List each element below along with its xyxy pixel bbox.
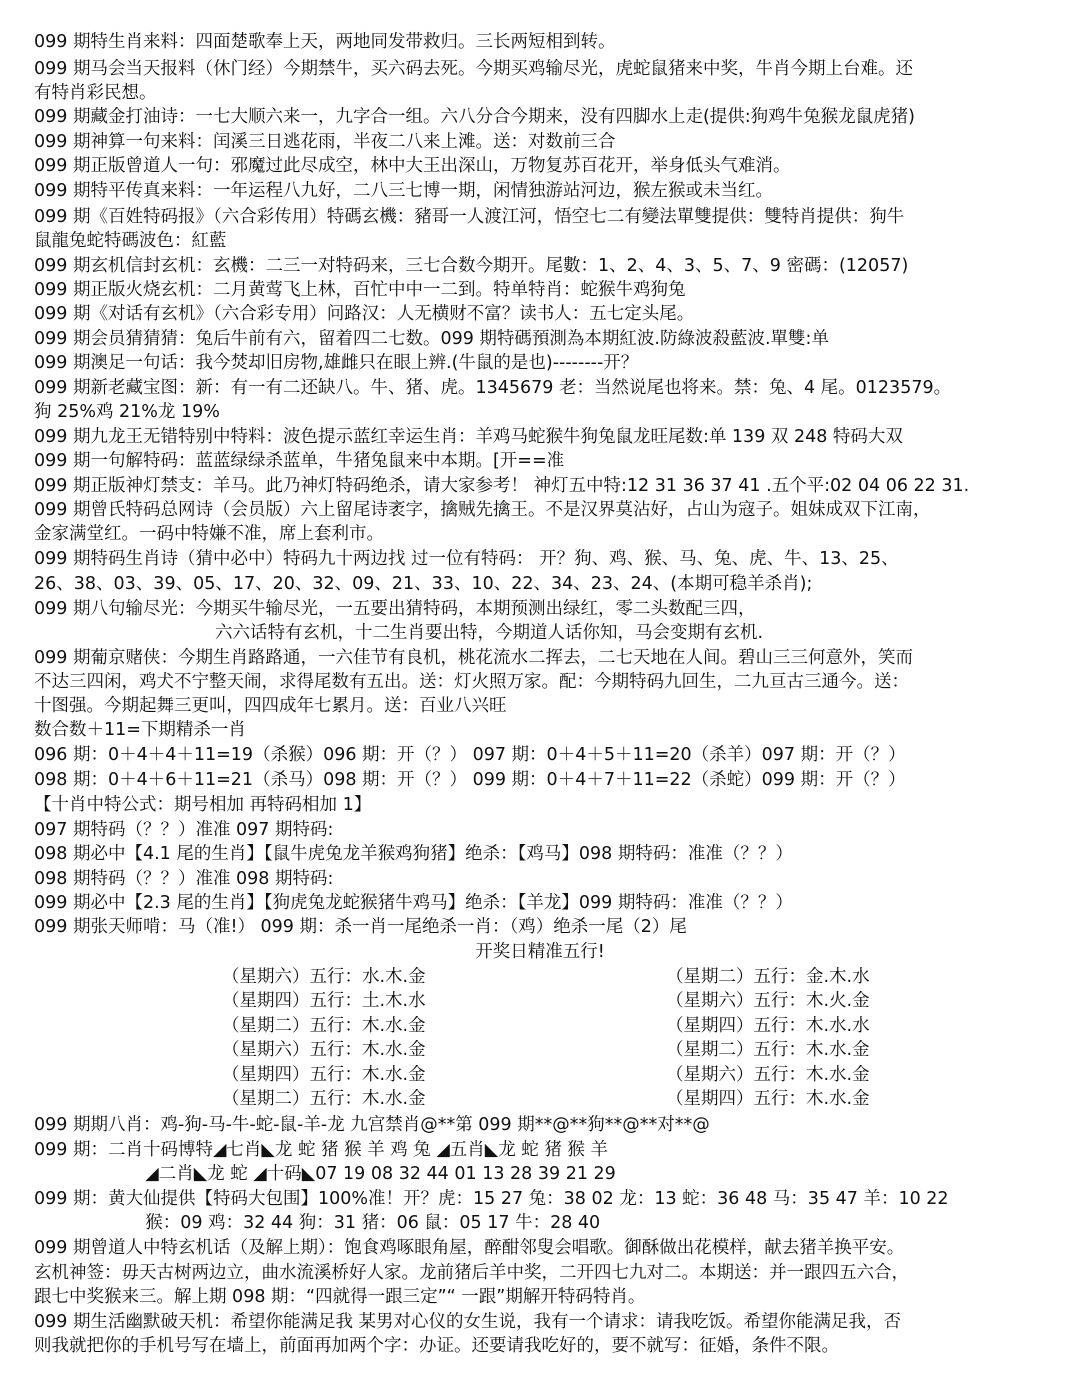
text-line: 鼠龍兔蛇特碼波色：紅藍 [34,231,227,251]
wuxing-entry: （星期二）五行：木.水.金 [222,1016,426,1036]
text-line: 099 期必中【2.3 尾的生肖】【狗虎兔龙蛇猴猪牛鸡马】绝杀：【羊龙】099 期特码：准准（？？） [34,893,793,913]
text-line: 099 期生活幽默破天机：希望你能满足我 某男对心仪的女生说，我有一个请求：请我吃饭。希望你能满足我，否 [34,1312,902,1332]
text-line: 099 期藏金打油诗：一七大顺六来一，九字合一组。六八分合今期来，没有四脚水上走(提供:狗鸡牛兔猴龙鼠虎猪) [34,107,916,127]
text-line: 099 期澳足一句话：我今焚却旧房物,雄雌只在眼上辨.(牛鼠的是也)--------开？ [34,353,639,373]
text-line: 099 期正版神灯禁支：羊马。此乃神灯特码绝杀，请大家参考！ 神灯五中特:12 31 36 37 41 .五个平:02 04 06 22 31. [34,476,970,496]
text-line: 跟七中奖猴来三。解上期 098 期：“四就得一跟三定”“ 一跟”期解开特码特肖。 [34,1287,646,1307]
wuxing-entry: （星期六）五行：木.水.金 [666,1065,870,1085]
text-line: 【十肖中特公式：期号相加 再特码相加 1】 [34,795,372,815]
text-line: 099 期马会当天报料（休门经）今期禁牛，买六码去死。今期买鸡输尽光，虎蛇鼠猪来中奖，牛肖今期上台难。还 [34,59,913,79]
wuxing-heading: 开奖日精准五行! [475,942,605,962]
text-line: 数合数＋11=下期精杀一肖 [34,720,246,740]
text-line: 099 期：黄大仙提供【特码大包围】100%准！开？虎：15 27 兔：38 02 龙：13 蛇：36 48 马：35 47 羊：10 22 [34,1189,949,1209]
text-line: 则我就把你的手机号写在墙上，前面再加两个字：办证。还要请我吃好的，要不就写：征婚，条件不限。 [34,1336,839,1356]
text-line: 099 期神算一句来料：闰溪三日逃花雨，半夜二八来上滩。送：对数前三合 [34,132,616,152]
text-line: 099 期曾氏特码总网诗（会员版）六上留尾诗袤字，擒贼先擒王。不是汉界莫沾好，占山为寇子。姐妹成双下江南， [34,500,931,520]
text-line: 099 期：二肖十码博特◢七肖◣龙 蛇 猪 猴 羊 鸡 兔 ◢五肖◣龙 蛇 猪 猴 羊 [34,1140,608,1160]
text-line: 有特肖彩民想。 [34,83,157,103]
text-line: 097 期特码（？？）准准 097 期特码: [34,820,334,840]
wuxing-entry: （星期二）五行：木.水.金 [222,1089,426,1109]
text-line: 099 期九龙王无错特别中特料：波色提示蓝红幸运生肖：羊鸡马蛇猴牛狗兔鼠龙旺尾数:单 139 双 248 特码大双 [34,427,903,447]
text-line: 099 期会员猜猜猜：兔后牛前有六，留着四二七数。099 期特碼預測為本期紅波.防綠波殺藍波.單雙:单 [34,329,829,349]
wuxing-entry: （星期四）五行：木.水.金 [222,1065,426,1085]
text-line: 096 期：0＋4＋4＋11=19（杀猴）096 期：开（？） 097 期：0＋4＋5＋11=20（杀羊）097 期：开（？） [34,745,906,765]
text-line: 099 期一句解特码：蓝蓝绿绿杀蓝单，牛猪兔鼠来中本期。[开==准 [34,451,565,471]
text-line: 099 期八句输尽光：今期买牛输尽光，一五要出猜特码，本期预测出绿红，零二头数配三四， [34,599,756,619]
wuxing-entry: （星期六）五行：木.水.金 [222,1040,426,1060]
text-line: 099 期《对话有玄机》（六合彩专用）问路汉：人无横财不富？读书人：五七定头尾。 [34,304,695,324]
text-line: 099 期正版曾道人一句：邪魔过此尽成空，林中大王出深山，万物复苏百花开，举身低头气难消。 [34,156,791,176]
text-line: 十图强。今期起舞三更叫，四四成年七累月。送：百业八兴旺 [34,696,507,716]
wuxing-entry: （星期四）五行：木.水.金 [666,1089,870,1109]
text-line: 099 期期八肖：鸡-狗-马-牛-蛇-鼠-羊-龙 九宫禁肖@**第 099 期**@**狗**@**对**@ [34,1115,710,1135]
text-line: 099 期特码生肖诗（猜中必中）特码九十两边找 过一位有特码： 开？狗、鸡、猴、马、兔、虎、牛、13、25、 [34,549,899,569]
text-line: 099 期曾道人中特玄机话（及解上期）：饱食鸡啄眼角屋，醉酣邻叟会唱歌。御酥做出花模样，献去猪羊换平安。 [34,1238,905,1258]
text-line: 099 期正版火烧玄机：二月黄莺飞上林，百忙中中一二到。特单特肖：蛇猴牛鸡狗兔 [34,280,686,300]
text-line: 099 期玄机信封玄机：玄機：二三一对特码来，三七合数今期开。尾數：1、2、4、3、5、7、9 密碼：(12057) [34,256,909,276]
text-line: 099 期特生肖来料：四面楚歌奉上天，两地同发带救归。三长两短相到转。 [34,32,616,52]
text-line: 099 期《百姓特码报》（六合彩传用）特碼玄機：豬哥一人渡江河，悟空七二有變法單雙提供：雙特肖提供：狗牛 [34,207,905,227]
text-line: 不达三四闲，鸡犬不宁整天闹，求得尾数有五出。送：灯火照万家。配：今期特码九回生，二九亘古三通今。送： [34,672,909,692]
text-line: 099 期新老藏宝图：新：有一有二还缺八。牛、猪、虎。1345679 老：当然说尾也将来。禁：兔、4 尾。0123579。 [34,378,952,398]
text-line: 猴：09 鸡：32 44 狗：31 猪：06 鼠：05 17 牛：28 40 [34,1213,601,1233]
text-line: 099 期特平传真来料：一年运程八九好，二八三七博一期，闲情独游站河边，猴左猴或未当红。 [34,181,773,201]
text-line: 金家满堂红。一码中特嫌不准，席上套利市。 [34,524,384,544]
text-line: ◢二肖◣龙 蛇 ◢十码◣07 19 08 32 44 01 13 28 39 21 29 [34,1164,616,1184]
text-line: 098 期：0＋4＋6＋11=21（杀马）098 期：开（？） 099 期：0＋4＋7＋11=22（杀蛇）099 期：开（？） [34,770,906,790]
text-line: 狗 25%鸡 21%龙 19% [34,402,220,422]
wuxing-entry: （星期六）五行：木.火.金 [666,991,870,1011]
text-line: 26、38、03、39、05、17、20、32、09、21、33、10、22、34、23、24、(本期可稳羊杀肖); [34,574,813,594]
wuxing-entry: （星期六）五行：水.木.金 [222,967,426,987]
text-line: 六六话特有玄机，十二生肖要出特，今期道人话你知，马会变期有玄机. [215,623,764,643]
text-line: 098 期必中【4.1 尾的生肖】【鼠牛虎兔龙羊猴鸡狗猪】绝杀：【鸡马】098 期特码：准准（？？） [34,844,793,864]
text-line: 099 期张天师啃：马（准!） 099 期：杀一肖一尾绝杀一肖：（鸡）绝杀一尾（2）尾 [34,917,687,937]
wuxing-entry: （星期二）五行：木.水.金 [666,1040,870,1060]
text-line: 099 期葡京赌侠：今期生肖路路通，一六佳节有良机，桃花流水二挥去，二七天地在人间。碧山三三何意外，笑而 [34,648,913,668]
text-line: 玄机神签：毋天古树两边立，曲水流溪桥好人家。龙前猪后羊中奖，二开四七九对二。本期送：并一跟四五六合， [34,1263,909,1283]
text-line: 098 期特码（？？）准准 098 期特码: [34,869,334,889]
wuxing-entry: （星期二）五行：金.木.水 [666,967,870,987]
wuxing-entry: （星期四）五行：土.木.水 [222,991,426,1011]
wuxing-entry: （星期四）五行：木.水.水 [666,1016,870,1036]
